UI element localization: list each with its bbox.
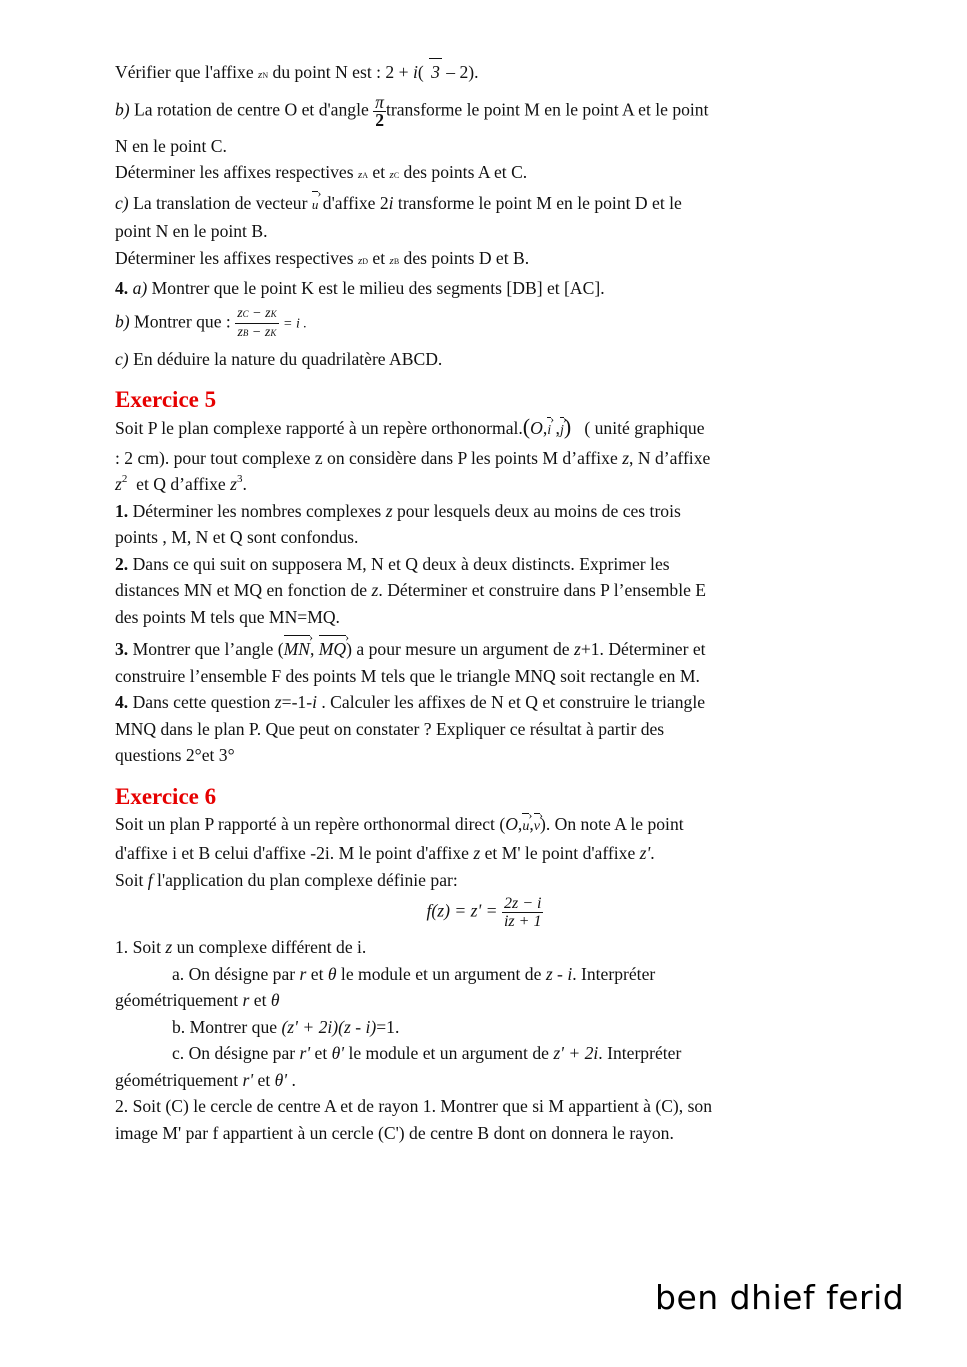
- document-body: [115, 58, 855, 1146]
- text-line: 3. Montrer que l’angle (MN ›, MQ ›) a pour mesure un argument de z+1. Déterminer et: [115, 636, 855, 663]
- text-line: 4. Dans cette question z=-1-i . Calculer les affixes de N et Q et construire le triangle: [115, 692, 706, 712]
- text-line: b) Montrer que : $\frac{zC - zK}{zB - zK}$ = i .: [115, 305, 307, 340]
- text-line: distances MN et MQ en fonction de z. Déterminer et construire dans P l’ensemble E: [115, 580, 707, 600]
- text-line: Vérifier que l'affixe zN du point N est : 2 + i( 3 – 2).: [115, 58, 855, 90]
- text-line: c. On désigne par r' et θ' le module et un argument de z' + 2i. Interpréter: [172, 1043, 682, 1063]
- text-line: Soit un plan P rapporté à un repère orthonormal direct (O,u ›,v ›). On note A le point: [115, 811, 855, 841]
- text-line: b. Montrer que (z' + 2i)(z - i)=1.: [172, 1016, 400, 1037]
- text-line: construire l’ensemble F des points M tels que le triangle MNQ soit rectangle en M.: [115, 665, 700, 686]
- text-line: point N en le point B.: [115, 221, 268, 241]
- sqrt-symbol: 3: [429, 58, 442, 86]
- text-line: géométriquement r' et θ' .: [115, 1069, 296, 1090]
- author-signature: ben dhief ferid: [655, 1278, 905, 1317]
- text-line: $z^2$ et Q d’affixe $z^3$.: [115, 473, 247, 494]
- text-line: b) La rotation de centre O et d'angle $\frac{\pi}{2}$ transforme le point M en le point A et le point: [115, 91, 709, 130]
- text-line: Soit P le plan complexe rapporté à un repère orthonormal.(O,i › ,j ›) ( unité graphique: [115, 414, 855, 445]
- vector-u: u ›: [312, 192, 319, 219]
- exercise-6-title: Exercice 6: [115, 783, 217, 809]
- text-line: points , M, N et Q sont confondus.: [115, 527, 359, 547]
- text-line: N en le point C.: [115, 135, 227, 156]
- text-line: des points M tels que MN=MQ.: [115, 606, 340, 627]
- formula: f(z) = z' = $\frac{2z - i}{iz + 1}$: [426, 895, 542, 930]
- text-line: géométriquement r et θ: [115, 990, 280, 1010]
- text-line: Déterminer les affixes respectives zD et zB des points D et B.: [115, 247, 530, 268]
- fraction: $\frac{zC - zK}{zB - zK}$: [237, 305, 277, 340]
- text-line: questions 2°et 3°: [115, 745, 235, 765]
- text-line: 2. Soit (C) le cercle de centre A et de rayon 1. Montrer que si M appartient à (C), son: [115, 1096, 713, 1116]
- fraction: $\frac{\pi}{2}$: [375, 91, 384, 130]
- text-line: c) La translation de vecteur u › d'affixe 2i transforme le point M en le point D et le: [115, 190, 855, 219]
- exercise-5-title: Exercice 5: [115, 387, 217, 412]
- text-line: 2. Dans ce qui suit on supposera M, N et Q deux à deux distincts. Exprimer les: [115, 553, 670, 574]
- text-line: image M' par f appartient à un cercle (C') de centre B dont on donnera le rayon.: [115, 1122, 674, 1143]
- text-line: c) En déduire la nature du quadrilatère ABCD.: [115, 348, 443, 369]
- text-line: 1. Déterminer les nombres complexes z pour lesquels deux au moins de ces trois: [115, 500, 681, 521]
- text-line: a. On désigne par r et θ le module et un argument de z - i. Interpréter: [172, 963, 656, 984]
- text-line: Soit f l'application du plan complexe définie par:: [115, 869, 458, 890]
- text-line: : 2 cm). pour tout complexe z on considère dans P les points M d’affixe z, N d’affixe: [115, 447, 711, 468]
- text-line: 4. a) Montrer que le point K est le milieu des segments [DB] et [AC].: [115, 278, 605, 298]
- text-line: MNQ dans le plan P. Que peut on constater ? Expliquer ce résultat à partir des: [115, 718, 665, 739]
- text-line: 1. Soit z un complexe différent de i.: [115, 937, 367, 957]
- text-line: Déterminer les affixes respectives zA et zC des points A et C.: [115, 162, 528, 182]
- text-line: d'affixe i et B celui d'affixe -2i. M le point d'affixe z et M' le point d'affixe z'.: [115, 843, 655, 863]
